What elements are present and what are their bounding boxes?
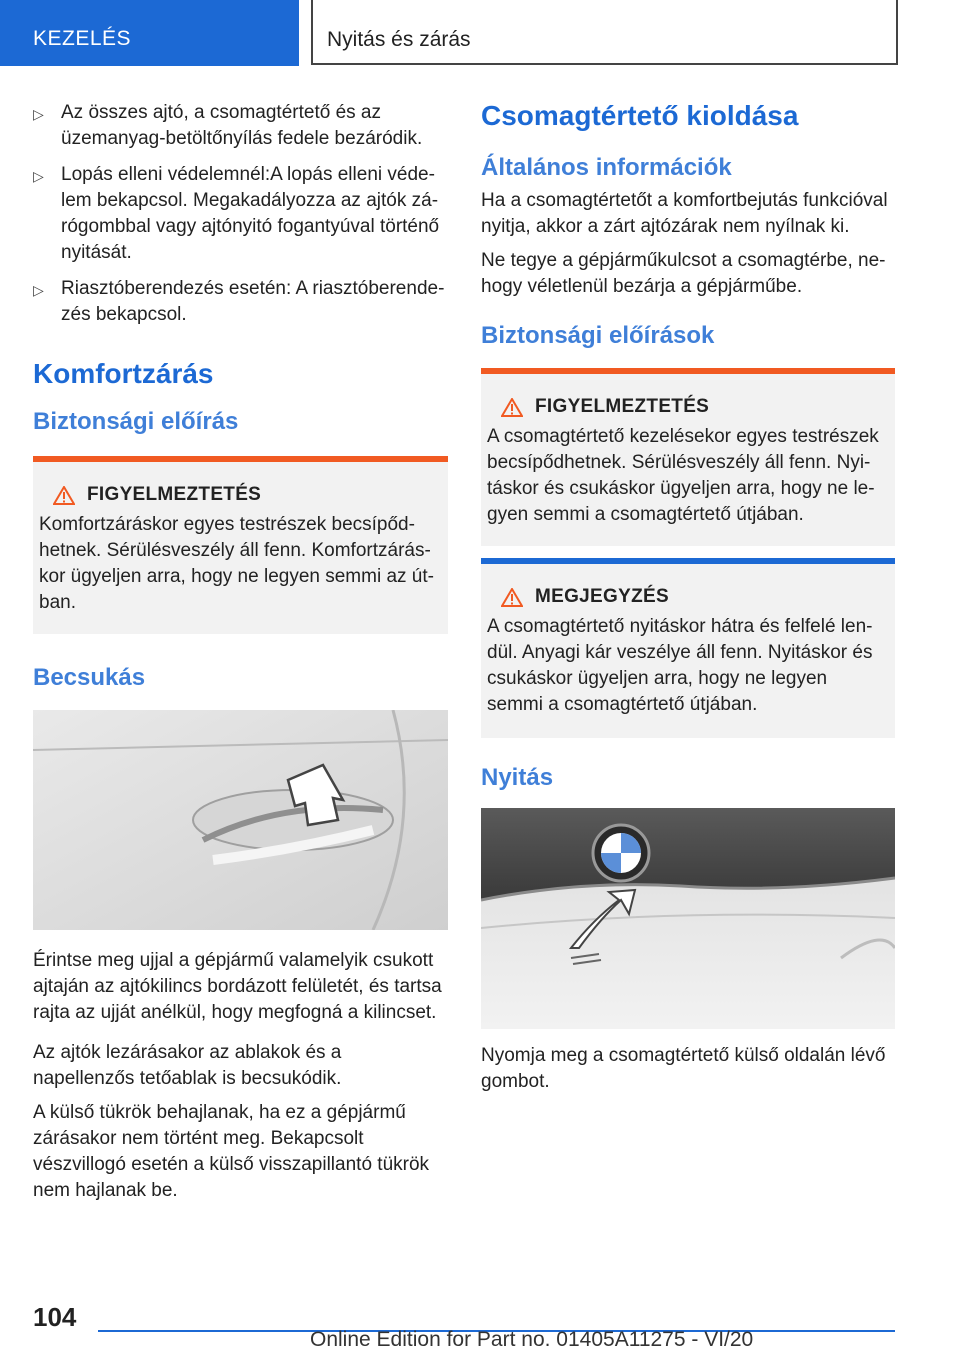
heading-safety-right: Biztonsági előírások bbox=[481, 322, 715, 349]
warning-box bbox=[481, 368, 895, 546]
left-column bbox=[33, 100, 448, 1204]
heading-trunk-release: Csomagtértető kioldása bbox=[481, 100, 799, 131]
header-section-tab bbox=[0, 0, 299, 66]
warning-triangle-icon bbox=[501, 398, 523, 417]
right-column bbox=[481, 100, 895, 1095]
caption-trunk: Nyomja meg a csomagtértető külső oldalán lévő gombot. bbox=[481, 1045, 886, 1092]
warning-header bbox=[481, 374, 895, 418]
warning-triangle-icon bbox=[501, 588, 523, 607]
heading-safety: Biztonsági előírás bbox=[33, 408, 239, 435]
heading-nyitas: Nyitás bbox=[481, 764, 554, 791]
triangle-bullet-icon: ▷ bbox=[33, 168, 44, 184]
triangle-bullet-icon: ▷ bbox=[33, 106, 44, 122]
warning-title: FIGYELMEZTETÉS bbox=[87, 484, 262, 505]
note-text: A csomagtértető nyitáskor hátra és felfelé lendül. Anyagi kár veszélye áll fenn. Nyitáskor és csukáskor ügyeljen arra, hogy ne legyen semmi a csomagtértető útjában. bbox=[487, 616, 873, 715]
para-windows: Az ajtók lezárásakor az ablakok és a napellenzős tetőablak is becsukódik. bbox=[33, 1042, 342, 1089]
door-handle-illustration bbox=[33, 710, 448, 930]
para-mirrors: A külső tükrök behajlanak, ha ez a gépjármű zárásakor nem történt meg. Bekapcsolt vészvillogó esetén a külső visszapillantó tükrök nem hajlanak be. bbox=[33, 1102, 430, 1201]
trunk-button-illustration bbox=[481, 808, 895, 1029]
bullet-list bbox=[33, 100, 448, 328]
warning-header bbox=[33, 462, 448, 506]
warning-text: A csomagtértető kezelésekor egyes testrészek becsípődhetnek. Sérülésveszély áll fenn. Nyitáskor és csukáskor ügyeljen arra, hogy ne legyen semmi a csomagtértető útjában. bbox=[487, 426, 879, 525]
list-item: ▷ Lopás elleni védelemnél:A lopás elleni védelem bekapcsol. Megakadályozza az ajtók zárógombbal vagy ajtónyitó fogantyúval történő nyitását. bbox=[33, 164, 440, 263]
header-topic-label: Nyitás és zárás bbox=[327, 28, 471, 51]
heading-becsukas: Becsukás bbox=[33, 664, 146, 691]
note-box bbox=[481, 558, 895, 738]
note-title: MEGJEGYZÉS bbox=[535, 586, 669, 607]
note-header bbox=[481, 564, 895, 608]
page-number: 104 bbox=[33, 1302, 77, 1332]
heading-general-info: Általános információk bbox=[481, 154, 732, 181]
header-topic-box bbox=[311, 0, 898, 65]
list-item: ▷ Riasztóberendezés esetén: A riasztóberendezés bekapcsol. bbox=[33, 278, 445, 325]
warning-text: Komfortzáráskor egyes testrészek becsípődhetnek. Sérülésveszély áll fenn. Komfortzáráskor ügyeljen arra, hogy ne legyen semmi az útban. bbox=[39, 514, 434, 613]
para-general-2: Ne tegye a gépjárműkulcsot a csomagtérbe, nehogy véletlenül bezárja a gépjárműbe. bbox=[481, 250, 886, 297]
header-section-label: KEZELÉS bbox=[33, 27, 132, 50]
warning-box bbox=[33, 456, 448, 634]
heading-komfortzaras: Komfortzárás bbox=[33, 358, 214, 389]
footer-edition: Online Edition for Part no. 01405A11275 - VI/20 bbox=[310, 1328, 754, 1351]
warning-triangle-icon bbox=[53, 486, 75, 505]
caption-door: Érintse meg ujjal a gépjármű valamelyik csukott ajtaján az ajtókilincs bordázott felületét, és tartsa rajta az ujját anélkül, hogy megfogná a kilincset. bbox=[33, 950, 442, 1023]
list-item: ▷ Az összes ajtó, a csomagtértető és az üzemanyag-betöltőnyílás fedele bezáródik. bbox=[33, 102, 423, 149]
triangle-bullet-icon: ▷ bbox=[33, 282, 44, 298]
warning-title: FIGYELMEZTETÉS bbox=[535, 396, 710, 417]
para-general-1: Ha a csomagtértetőt a komfortbejutás funkcióval nyitja, akkor a zárt ajtózárak nem nyílnak ki. bbox=[481, 190, 888, 237]
